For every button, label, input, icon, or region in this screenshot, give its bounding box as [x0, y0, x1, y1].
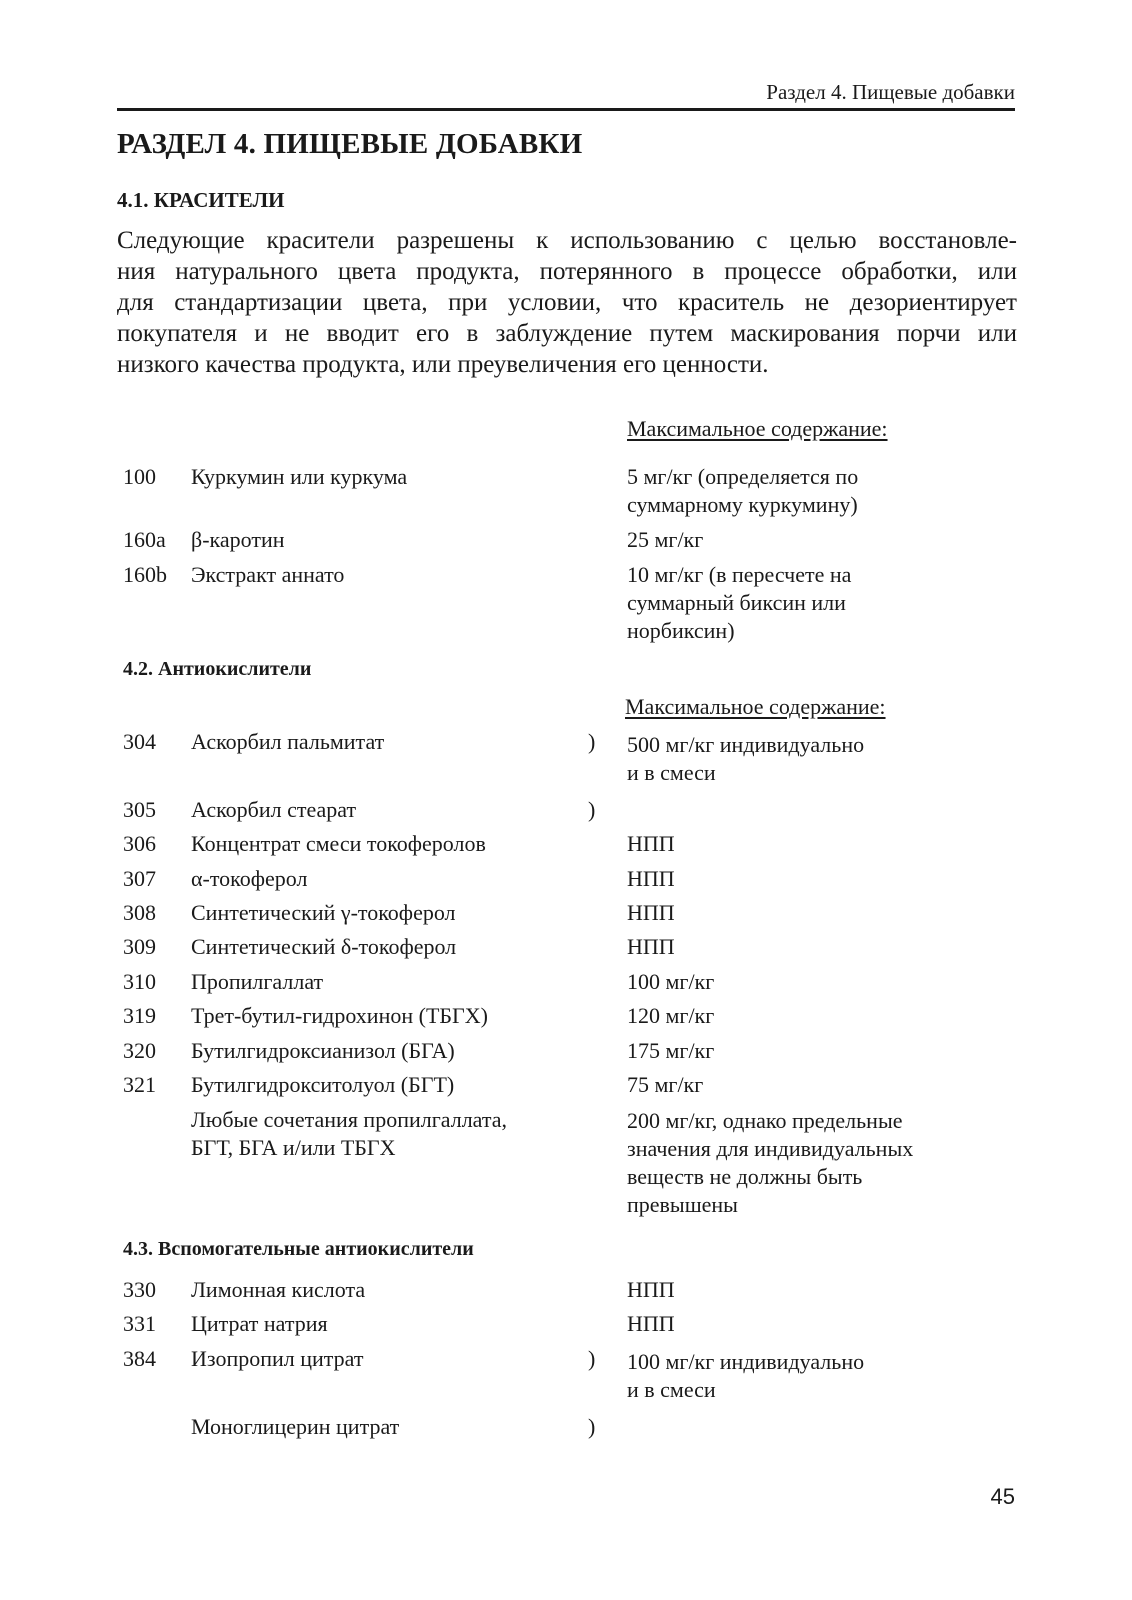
additive-limit: 175 мг/кг — [627, 1038, 715, 1063]
intro-line: для стандартизации цвета, при условии, что краситель не дезориентирует — [117, 289, 1017, 316]
additive-limit: норбиксин) — [627, 618, 735, 643]
additive-limit: НПП — [627, 1277, 675, 1302]
additive-code: 319 — [123, 1003, 156, 1028]
additive-limit: НПП — [627, 900, 675, 925]
additive-code: 310 — [123, 969, 156, 994]
additive-limit: 200 мг/кг, однако предельные — [627, 1108, 903, 1133]
additive-limit: 100 мг/кг индивидуально — [627, 1349, 865, 1374]
additive-limit: 100 мг/кг — [627, 969, 715, 994]
additive-name: Концентрат смеси токоферолов — [191, 831, 486, 856]
additive-limit: суммарному куркумину) — [627, 492, 858, 517]
running-head: Раздел 4. Пищевые добавки — [766, 80, 1015, 104]
additive-limit: значения для индивидуальных — [627, 1136, 914, 1161]
additive-code: 320 — [123, 1038, 156, 1063]
section-heading-antioxidants: 4.2. Антиокислители — [123, 658, 312, 680]
additive-code: 321 — [123, 1072, 156, 1097]
additive-limit: 10 мг/кг (в пересчете на — [627, 562, 852, 587]
grouping-bracket: ) — [588, 729, 596, 754]
intro-line: ния натурального цвета продукта, потерянного в процессе обработки, или — [117, 258, 1017, 285]
additive-code: 330 — [123, 1277, 156, 1302]
additive-limit: 500 мг/кг индивидуально — [627, 732, 865, 757]
additive-code: 307 — [123, 866, 156, 891]
additive-name: Моноглицерин цитрат — [191, 1414, 400, 1439]
additive-limit: 120 мг/кг — [627, 1003, 715, 1028]
intro-line: покупателя и не вводит его в заблуждение путем маскирования порчи или — [117, 320, 1017, 347]
additive-name: Бутилгидроксианизол (БГА) — [191, 1038, 455, 1063]
additive-name: α-токоферол — [191, 866, 308, 891]
additive-limit: 5 мг/кг (определяется по — [627, 464, 859, 489]
additive-limit: и в смеси — [627, 760, 716, 785]
additive-code: 306 — [123, 831, 156, 856]
page-title: РАЗДЕЛ 4. ПИЩЕВЫЕ ДОБАВКИ — [117, 128, 583, 160]
intro-line: Следующие красители разрешены к использованию с целью восстановле- — [117, 227, 1017, 254]
grouping-bracket: ) — [588, 1346, 596, 1371]
additive-name: Пропилгаллат — [191, 969, 324, 994]
additive-limit: и в смеси — [627, 1377, 716, 1402]
additive-name: β-каротин — [191, 527, 285, 552]
additive-code: 384 — [123, 1346, 156, 1371]
page-number: 45 — [990, 1484, 1015, 1509]
max-content-label: Максимальное содержание: — [625, 694, 886, 719]
additive-limit: 75 мг/кг — [627, 1072, 704, 1097]
section-heading-auxiliary-antioxidants: 4.3. Вспомогательные антиокислители — [123, 1238, 474, 1260]
additive-limit: веществ не должны быть — [627, 1164, 863, 1189]
additive-limit: НПП — [627, 1311, 675, 1336]
additive-code: 160b — [123, 562, 167, 587]
additive-limit: 25 мг/кг — [627, 527, 704, 552]
intro-line: низкого качества продукта, или преувеличения его ценности. — [117, 351, 769, 378]
max-content-label: Максимальное содержание: — [627, 416, 888, 441]
header-rule — [117, 108, 1015, 111]
additive-code: 308 — [123, 900, 156, 925]
additive-code: 304 — [123, 729, 156, 754]
grouping-bracket: ) — [588, 797, 596, 822]
additive-limit: НПП — [627, 934, 675, 959]
additive-name: Аскорбил пальмитат — [191, 729, 385, 754]
additive-name: Цитрат натрия — [191, 1311, 328, 1336]
additive-code: 331 — [123, 1311, 156, 1336]
additive-name: Синтетический γ-токоферол — [191, 900, 456, 925]
additive-limit: НПП — [627, 866, 675, 891]
additive-code: 305 — [123, 797, 156, 822]
additive-limit: суммарный биксин или — [627, 590, 846, 615]
additive-limit: НПП — [627, 831, 675, 856]
additive-name: Изопропил цитрат — [191, 1346, 364, 1371]
additive-name: Синтетический δ-токоферол — [191, 934, 457, 959]
additive-name: Аскорбил стеарат — [191, 797, 357, 822]
additive-combination-name: Любые сочетания пропилгаллата, — [191, 1107, 508, 1132]
additive-name: Бутилгидрокситолуол (БГТ) — [191, 1072, 455, 1097]
section-heading-dyes: 4.1. КРАСИТЕЛИ — [117, 188, 285, 212]
additive-name: Экстракт аннато — [191, 562, 345, 587]
intro-paragraph — [117, 225, 1017, 380]
additive-combination-name: БГТ, БГА и/или ТБГХ — [191, 1135, 396, 1160]
additive-limit: превышены — [627, 1192, 738, 1217]
additive-code: 309 — [123, 934, 156, 959]
additive-name: Куркумин или куркума — [191, 464, 408, 489]
additive-name: Лимонная кислота — [191, 1277, 366, 1302]
additive-name: Трет-бутил-гидрохинон (ТБГХ) — [191, 1003, 488, 1028]
additive-code: 160a — [123, 527, 166, 552]
additive-code: 100 — [123, 464, 156, 489]
grouping-bracket: ) — [588, 1414, 596, 1439]
